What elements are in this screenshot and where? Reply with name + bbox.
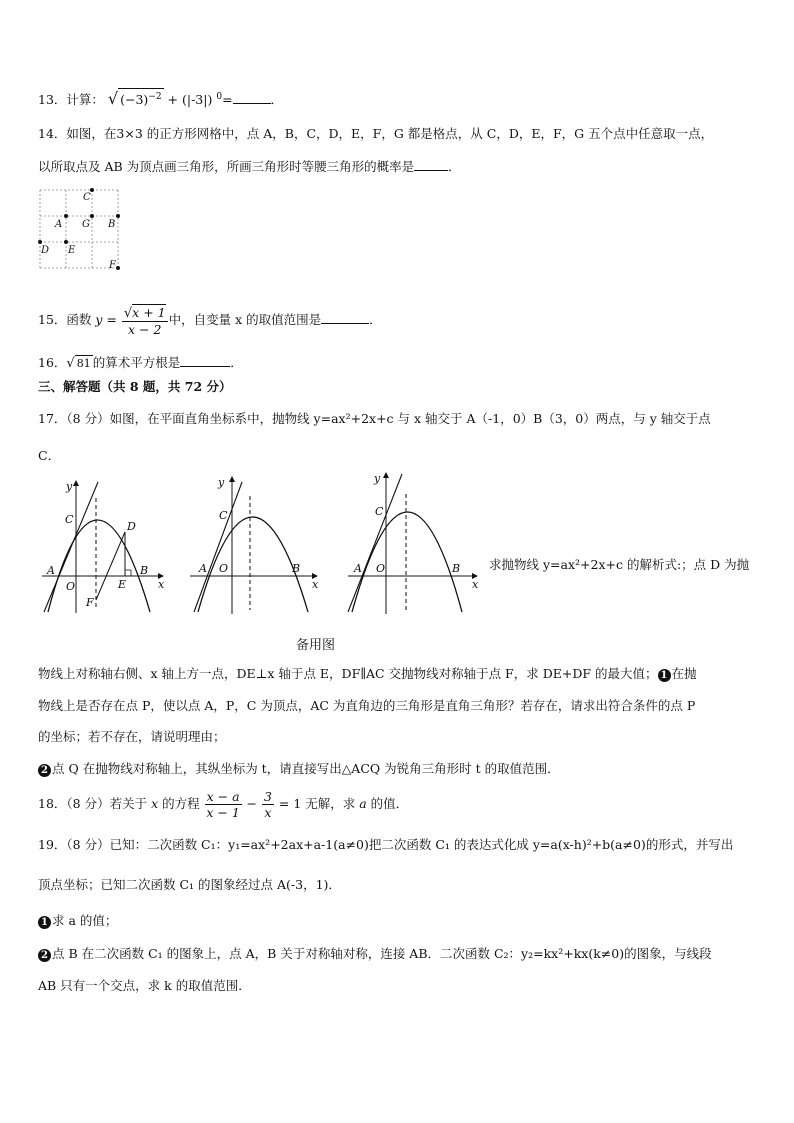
q13-end: ． — [270, 92, 284, 108]
q19-line3 — [38, 913, 117, 929]
label-f: F — [86, 596, 94, 609]
label-c: C — [65, 513, 74, 526]
q15-numerator: x + 1 — [132, 304, 166, 320]
q18-minus: − — [242, 796, 261, 811]
point-e — [64, 240, 68, 244]
q16-label: 16． — [38, 355, 67, 370]
q18-end: 的值． — [366, 796, 409, 811]
q15-denominator: x − 2 — [128, 321, 162, 337]
q15-end: ． — [369, 312, 382, 327]
q19-line2: 顶点坐标；已知二次函数 C₁ 的图象经过点 A(-3，1)． — [38, 877, 341, 892]
q18-f2-denominator: x — [264, 805, 272, 820]
label-o: O — [66, 580, 76, 593]
label-o: O — [219, 562, 229, 575]
label-b: B — [108, 219, 116, 230]
y-axis-arrow — [73, 480, 79, 486]
point-a — [64, 214, 68, 218]
q14-line2-end: ． — [448, 159, 461, 174]
q14-line2-text: 以所取点及 AB 为顶点画三角形，所画三角形时等腰三角形的概率是 — [38, 159, 415, 174]
q14-line2 — [38, 158, 461, 175]
grid-lines — [40, 190, 118, 268]
label-x: x — [472, 578, 479, 591]
line-ac — [348, 474, 402, 612]
circled-1-icon: 1 — [38, 916, 51, 929]
parabola-graph-1 — [38, 478, 168, 618]
answer-blank[interactable] — [233, 91, 271, 104]
answer-blank[interactable] — [414, 158, 448, 171]
q19-line5: AB 只有一个交点，求 k 的取值范围． — [38, 978, 251, 993]
label-c: C — [219, 509, 228, 522]
grid-figure — [36, 186, 126, 276]
parabola — [352, 512, 462, 612]
q13-label: 13．计算： — [38, 92, 104, 108]
q16-end: ． — [230, 355, 243, 370]
label-x: x — [158, 578, 165, 591]
q13-radicand: $(-3)^{-2}$ — [118, 88, 163, 108]
q15-eq: = — [102, 312, 121, 327]
question-18 — [38, 786, 408, 822]
q18-f1-denominator: x − 1 — [206, 805, 240, 820]
q18-eq: = 1 无解，求 — [274, 796, 360, 811]
label-y: y — [66, 480, 73, 493]
q17-line1: 17．（8 分）如图，在平面直角坐标系中，抛物线 y=ax²+2x+c 与 x 轴交于 A（-1，0）B（3，0）两点，与 y 轴交于点 — [38, 411, 711, 426]
q17-line5: 的坐标；若不存在，请说明理由； — [38, 729, 226, 744]
sqrt-icon: √ — [66, 356, 75, 371]
q19-line4 — [38, 946, 712, 962]
q15-fraction — [122, 305, 168, 337]
q17-line3-tail: 在抛 — [671, 666, 697, 681]
section-heading: 三、解答题（共 8 题，共 72 分） — [38, 379, 232, 394]
q16-radicand: 81 — [76, 357, 91, 370]
right-angle-mark — [125, 570, 131, 576]
label-o: O — [376, 562, 386, 575]
label-b: B — [140, 564, 149, 577]
answer-blank[interactable] — [180, 354, 230, 367]
label-c: C — [83, 192, 91, 203]
label-d: D — [41, 245, 50, 256]
parabola-graph-3 — [344, 468, 484, 618]
label-a: A — [47, 564, 55, 577]
q13-zero: 0 — [216, 92, 223, 102]
label-f: F — [109, 260, 116, 271]
q17-line3-text: 物线上对称轴右侧、x 轴上方一点，DE⊥x 轴于点 E，DF∥AC 交抛物线对称轴于点 F，求 DE+DF 的最大值； — [38, 666, 658, 681]
label-a: A — [199, 562, 207, 575]
q16-text: 的算术平方根是 — [92, 355, 181, 370]
point-b — [116, 214, 120, 218]
q17-line6 — [38, 761, 560, 777]
q19-line1: 19．（8 分）已知：二次函数 C₁：y₁=ax²+2ax+a-1(a≠0)把二次函数 C₁ 的表达式化成 y=a(x-h)²+b(a≠0)的形式，并写出 — [38, 837, 734, 852]
q18-var-a: a — [359, 796, 367, 811]
point-g — [90, 214, 94, 218]
label-x: x — [312, 578, 319, 591]
sqrt-icon: √ — [107, 89, 119, 109]
label-y: y — [374, 472, 381, 485]
circled-2-icon: 2 — [38, 949, 51, 962]
circled-1-icon: 1 — [658, 669, 671, 682]
q18-mid: 的方程 — [158, 796, 200, 811]
q13-tail: = — [222, 92, 233, 108]
question-16 — [38, 354, 243, 372]
answer-blank[interactable] — [321, 311, 369, 324]
q15-label: 15．函数 — [38, 312, 96, 327]
label-d: D — [127, 520, 136, 533]
point-f — [116, 266, 120, 270]
q15-y: y — [95, 312, 103, 327]
parabola-graph-2 — [186, 472, 326, 618]
q19-line3-text: 求 a 的值； — [52, 913, 118, 928]
sqrt-icon: √ — [123, 305, 133, 321]
q17-line3 — [38, 666, 697, 682]
line-ac — [194, 482, 242, 612]
y-axis-arrow — [229, 476, 235, 482]
question-13 — [38, 88, 283, 108]
q18-fraction-2 — [262, 789, 274, 820]
q17-line2: C． — [38, 448, 61, 463]
q15-text: 中，自变量 x 的取值范围是 — [168, 312, 322, 327]
label-e: E — [118, 578, 127, 591]
q14-line1: 14．如图，在3×3 的正方形网格中，点 A，B，C，D，E，F，G 都是格点，从 C，D，E，F，G 五个点中任意取一点， — [38, 126, 714, 141]
point-d — [38, 240, 42, 244]
label-g: G — [82, 219, 90, 230]
y-axis-arrow — [383, 472, 389, 478]
q18-label: 18．（8 分）若关于 — [38, 796, 152, 811]
label-y: y — [218, 476, 225, 489]
label-a: A — [55, 219, 63, 230]
q13-mid: + (|-3|) — [167, 92, 217, 108]
q18-f1-numerator: x − a — [206, 789, 240, 804]
label-b: B — [292, 562, 301, 575]
q18-fraction-1 — [205, 789, 242, 820]
circled-2-icon: 2 — [38, 764, 51, 777]
figure-caption: 备用图 — [296, 638, 336, 653]
q17-side-text: 求抛物线 y=ax²+2x+c 的解析式:；点 D 为抛 — [489, 557, 750, 572]
q17-line6-text: 点 Q 在抛物线对称轴上，其纵坐标为 t，请直接写出△ACQ 为锐角三角形时 t 的取值范围． — [52, 761, 560, 776]
q17-line4: 物线上是否存在点 P，使以点 A，P，C 为顶点，AC 为直角边的三角形是直角三角形？若存在，请求出符合条件的点 P — [38, 698, 696, 713]
label-b: B — [452, 562, 461, 575]
label-a: A — [354, 562, 362, 575]
label-c: C — [375, 505, 384, 518]
q18-f2-numerator: 3 — [263, 789, 272, 804]
label-e: E — [68, 245, 76, 256]
q19-line4-text: 点 B 在二次函数 C₁ 的图象上，点 A，B 关于对称轴对称，连接 AB．二次函数 C₂：y₂=kx²+kx(k≠0)的图象，与线段 — [52, 946, 712, 961]
q18-var-x: x — [151, 796, 159, 811]
question-15 — [38, 302, 382, 338]
